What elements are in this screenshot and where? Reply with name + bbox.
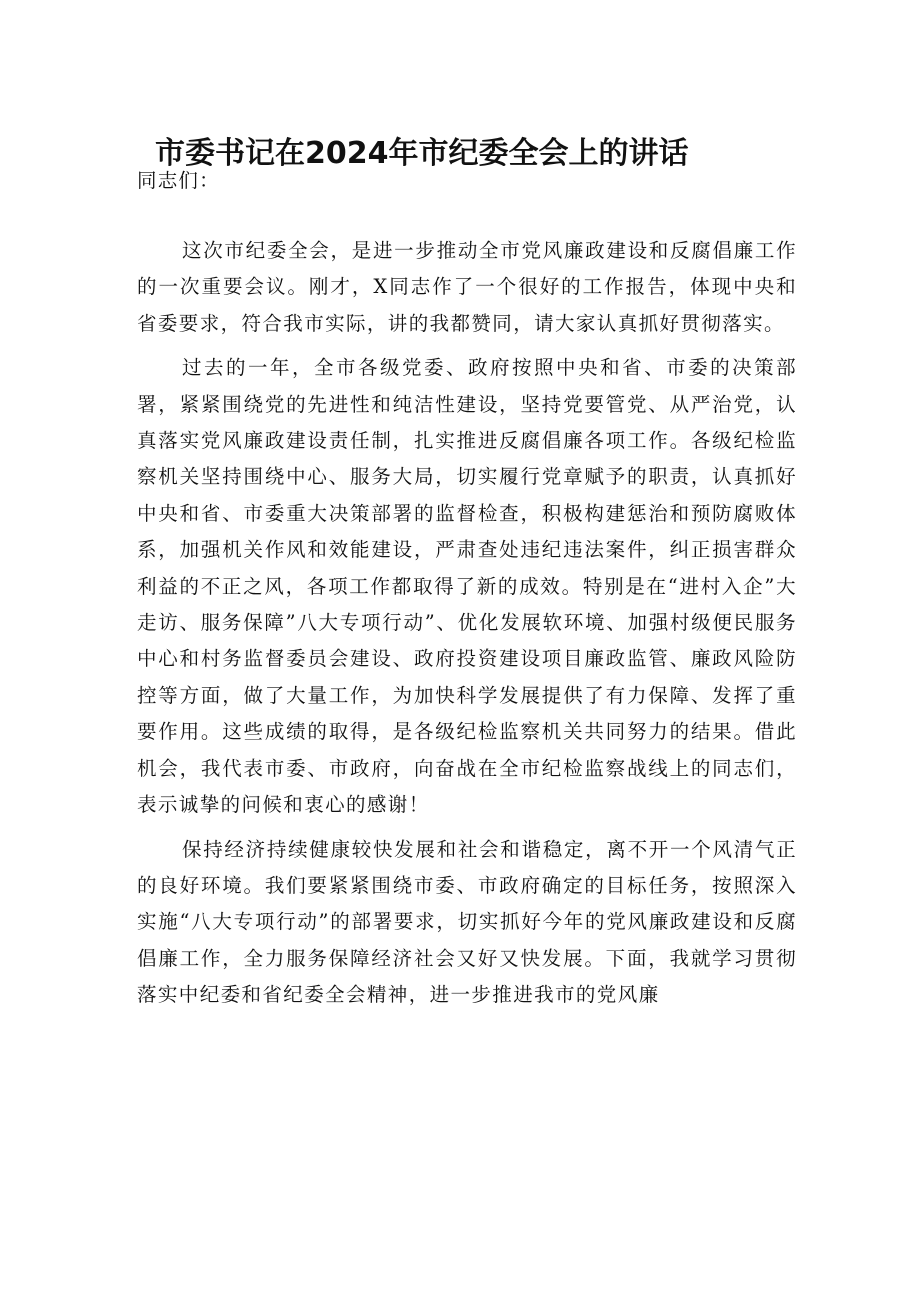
salutation: 同志们： [137,169,220,192]
paragraph-3: 保持经济持续健康较快发展和社会和谐稳定，离不开一个风清气正的良好环境。我们要紧紧围绕市委、市政府确定的目标任务，按照深入实施“八大专项行动”的部署要求，切实抓好今年的党风廉政建设和反腐倡廉工作，全力服务保障经济社会又好又快发展。下面，我就学习贯彻落实中纪委和省纪委全会精神，进一步推进我市的党风廉 [137,837,797,1007]
document-body [137,233,797,1022]
document-title: 市委书记在2024年市纪委全会上的讲话 [155,136,689,171]
paragraph-2: 过去的一年，全市各级党委、政府按照中央和省、市委的决策部署，紧紧围绕党的先进性和纯洁性建设，坚持党要管党、从严治党，认真落实党风廉政建设责任制，扎实推进反腐倡廉各项工作。各级纪检监察机关坚持围绕中心、服务大局，切实履行党章赋予的职责，认真抓好中央和省、市委重大决策部署的监督检查，积极构建惩治和预防腐败体系，加强机关作风和效能建设，严肃查处违纪违法案件，纠正损害群众利益的不正之风，各项工作都取得了新的成效。特别是在“进村入企”大走访、服务保障”八大专项行动”、优化发展软环境、加强村级便民服务中心和村务监督委员会建设、政府投资建设项目廉政监管、廉政风险防控等方面，做了大量工作，为加快科学发展提供了有力保障、发挥了重要作用。这些成绩的取得，是各级纪检监察机关共同努力的结果。借此机会，我代表市委、市政府，向奋战在全市纪检监察战线上的同志们，表示诚挚的问候和衷心的感谢！ [137,356,797,817]
paragraph-1: 这次市纪委全会，是进一步推动全市党风廉政建设和反腐倡廉工作的一次重要会议。刚才，X同志作了一个很好的工作报告，体现中央和省委要求，符合我市实际，讲的我都赞同，请大家认真抓好贯彻落实。 [137,239,797,335]
